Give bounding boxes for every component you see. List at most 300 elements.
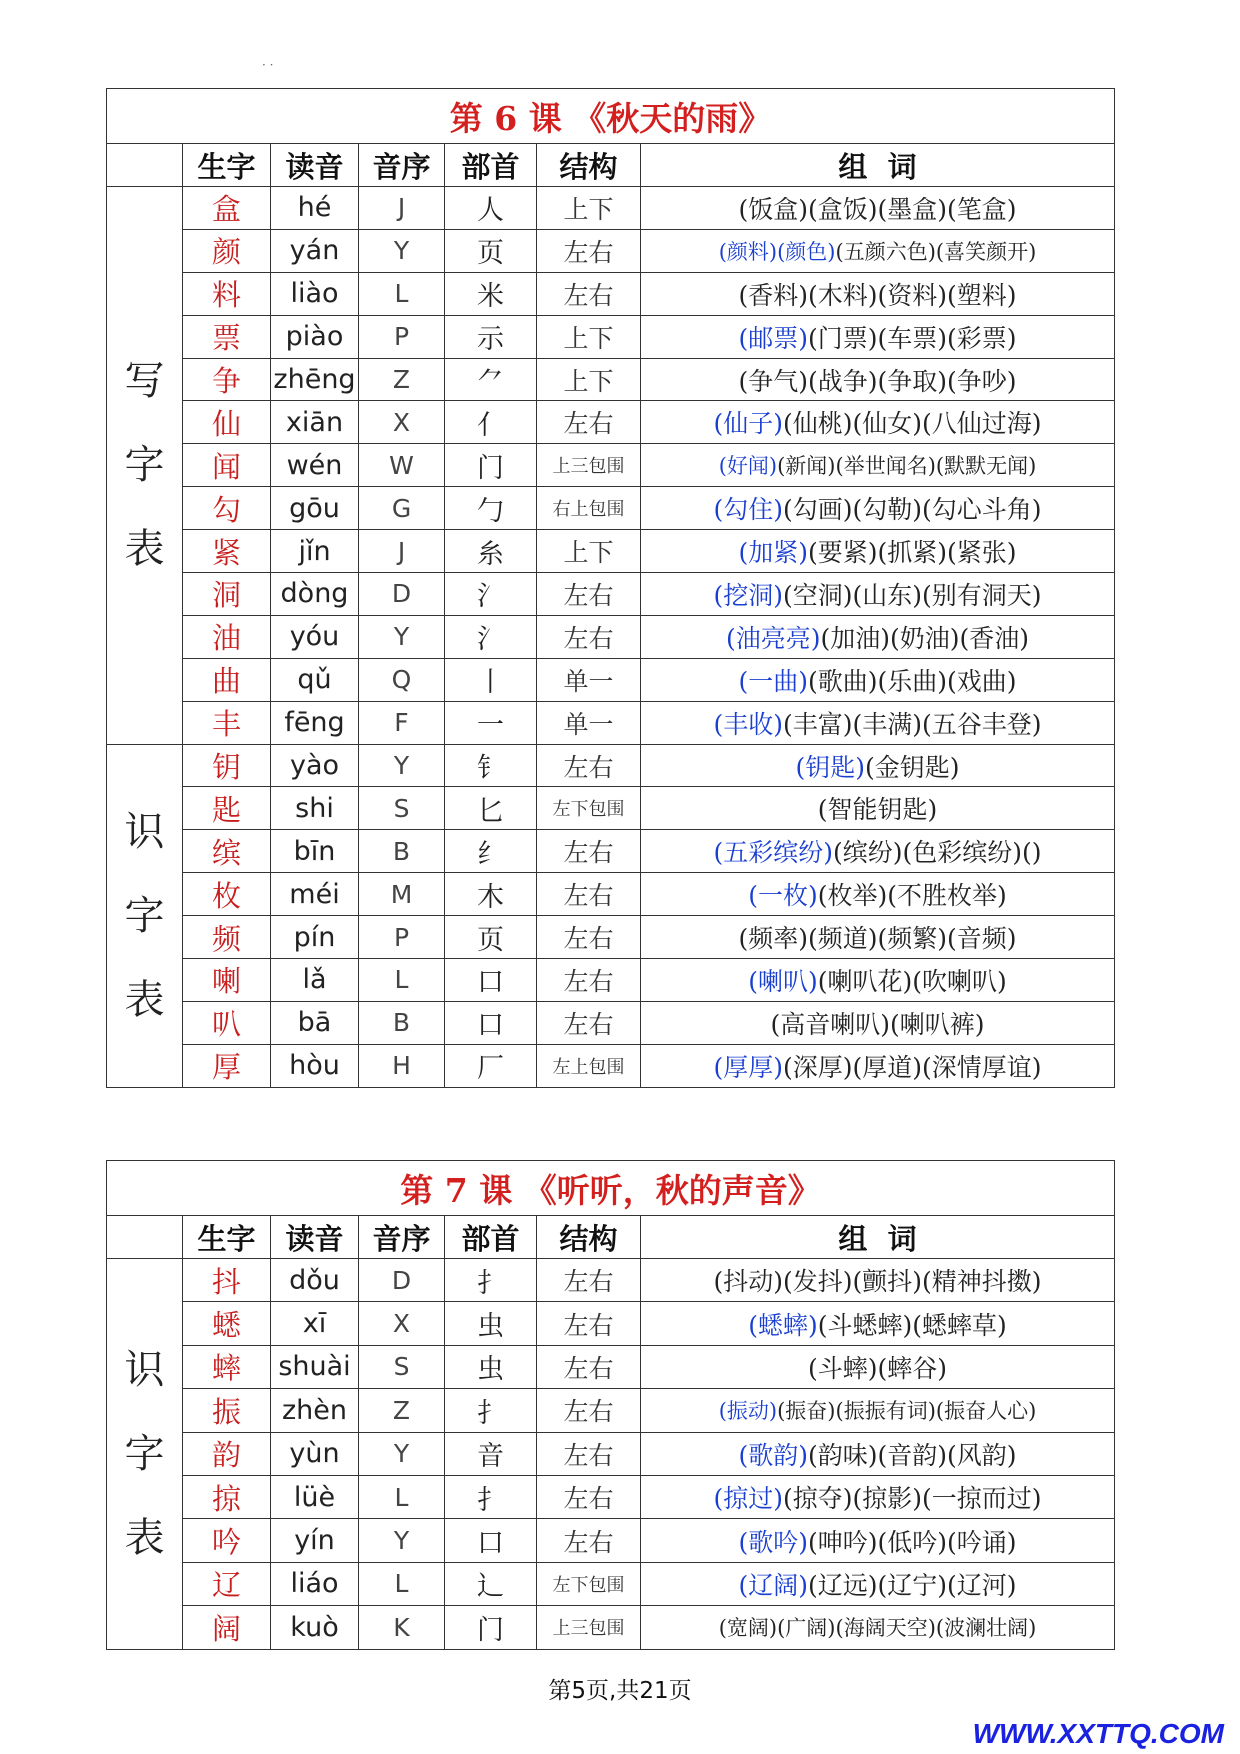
radical: 厂	[445, 1044, 537, 1087]
word-item: (奶油)	[890, 623, 960, 653]
header-pinyin: 读音	[271, 1216, 359, 1259]
pinyin: fēng	[271, 701, 359, 744]
structure: 左右	[537, 1259, 641, 1302]
word-item: (辽远)	[807, 1570, 878, 1600]
word-item: (勾画)	[782, 495, 853, 525]
word-item: (喜笑颜开)	[935, 239, 1037, 264]
word-list	[641, 229, 1115, 272]
word-item: (蟀谷)	[877, 1353, 948, 1383]
initial-letter: Y	[359, 1519, 445, 1562]
header-blank	[107, 144, 183, 187]
radical: 糸	[445, 530, 537, 573]
corner-mark: · ·	[262, 58, 274, 72]
word-item: (五谷丰登)	[922, 709, 1042, 739]
word-item: (丰收)	[713, 709, 783, 739]
word-list	[641, 401, 1115, 444]
table-row	[107, 272, 1115, 315]
new-character: 辽	[183, 1562, 271, 1605]
pinyin: dǒu	[271, 1259, 359, 1302]
header-words: 组 词	[641, 144, 1115, 187]
word-item: (仙桃)	[782, 409, 853, 439]
table-row	[107, 1389, 1115, 1432]
word-list	[641, 1562, 1115, 1605]
structure: 左右	[537, 229, 641, 272]
word-list	[641, 1606, 1115, 1649]
table-row	[107, 1562, 1115, 1605]
table-row	[107, 744, 1115, 787]
word-item: (要紧)	[807, 538, 878, 568]
word-item: (宽阔)	[718, 1616, 778, 1641]
word-list	[641, 487, 1115, 530]
radical: 虫	[445, 1302, 537, 1345]
pinyin: liáo	[271, 1562, 359, 1605]
word-item: (加紧)	[738, 538, 808, 568]
header-order: 音序	[359, 144, 445, 187]
word-list	[641, 701, 1115, 744]
radical: 虫	[445, 1345, 537, 1388]
word-item: (木料)	[807, 280, 878, 310]
new-character: 蟋	[183, 1302, 271, 1345]
pinyin: bā	[271, 1001, 359, 1044]
radical: 口	[445, 959, 537, 1002]
structure: 左右	[537, 1302, 641, 1345]
word-item: (争气)	[738, 366, 808, 396]
initial-letter: Z	[359, 1389, 445, 1432]
word-item: (墨盒)	[877, 194, 948, 224]
word-list	[641, 444, 1115, 487]
word-item: (空洞)	[782, 580, 853, 610]
word-item: (颜色)	[777, 239, 836, 264]
page-number: 第5页,共21页	[548, 1678, 692, 1704]
word-list	[641, 658, 1115, 701]
word-item: (丰满)	[852, 709, 923, 739]
initial-letter: S	[359, 787, 445, 830]
word-item: (色彩缤纷)	[902, 838, 1023, 868]
word-item: (发抖)	[782, 1267, 853, 1297]
table-row	[107, 401, 1115, 444]
initial-letter: Y	[359, 229, 445, 272]
table-row	[107, 959, 1115, 1002]
radical: 氵	[445, 573, 537, 616]
word-item: (喇叭)	[748, 966, 818, 996]
pinyin: méi	[271, 873, 359, 916]
pinyin: piào	[271, 315, 359, 358]
word-item: (广阔)	[777, 1616, 836, 1641]
new-character: 叭	[183, 1001, 271, 1044]
word-item: (掠影)	[852, 1484, 923, 1514]
radical: 钅	[445, 744, 537, 787]
new-character: 盒	[183, 187, 271, 230]
structure: 左下包围	[537, 1562, 641, 1605]
word-item: (勾勒)	[852, 495, 923, 525]
structure: 单一	[537, 658, 641, 701]
radical: 米	[445, 272, 537, 315]
radical: 页	[445, 229, 537, 272]
radical: 丨	[445, 658, 537, 701]
word-item: (振振有词)	[835, 1399, 936, 1424]
lesson-title: 第 6 课 《秋天的雨》	[107, 89, 1115, 144]
initial-letter: F	[359, 701, 445, 744]
new-character: 阔	[183, 1606, 271, 1649]
word-item: (频道)	[807, 924, 878, 954]
radical: 口	[445, 1001, 537, 1044]
initial-letter: M	[359, 873, 445, 916]
new-character: 枚	[183, 873, 271, 916]
structure: 左下包围	[537, 787, 641, 830]
table-row	[107, 444, 1115, 487]
word-item: (抓紧)	[877, 538, 948, 568]
table-row	[107, 1044, 1115, 1087]
pinyin: lǎ	[271, 959, 359, 1002]
table-row	[107, 1432, 1115, 1475]
word-list	[641, 272, 1115, 315]
table-row	[107, 1519, 1115, 1562]
table-row	[107, 487, 1115, 530]
word-item: (智能钥匙)	[817, 795, 938, 825]
header-radical: 部首	[445, 1216, 537, 1259]
word-item: (厚厚)	[713, 1052, 783, 1082]
new-character: 仙	[183, 401, 271, 444]
word-item: (金钥匙)	[865, 752, 960, 782]
pinyin: bīn	[271, 830, 359, 873]
pinyin: yóu	[271, 615, 359, 658]
initial-letter: D	[359, 573, 445, 616]
word-item: (风韵)	[947, 1440, 1017, 1470]
pinyin: qǔ	[271, 658, 359, 701]
new-character: 掠	[183, 1475, 271, 1518]
word-item: (车票)	[877, 323, 948, 353]
word-item: (仙子)	[713, 409, 783, 439]
radical: ⺈	[445, 358, 537, 401]
structure: 单一	[537, 701, 641, 744]
radical: 口	[445, 1519, 537, 1562]
word-item: (油亮亮)	[725, 623, 821, 653]
word-item: (彩票)	[947, 323, 1017, 353]
initial-letter: P	[359, 916, 445, 959]
radical: 氵	[445, 615, 537, 658]
structure: 上下	[537, 315, 641, 358]
header-order: 音序	[359, 1216, 445, 1259]
pinyin: gōu	[271, 487, 359, 530]
word-item: (挖洞)	[713, 580, 783, 610]
word-item: (加油)	[820, 623, 890, 653]
radical: 门	[445, 444, 537, 487]
new-character: 争	[183, 358, 271, 401]
word-item: (深情厚谊)	[922, 1052, 1042, 1082]
new-character: 曲	[183, 658, 271, 701]
header-pinyin: 读音	[271, 144, 359, 187]
radical: 辶	[445, 1562, 537, 1605]
new-character: 频	[183, 916, 271, 959]
word-item: (深厚)	[782, 1052, 853, 1082]
structure: 左右	[537, 272, 641, 315]
pinyin: hé	[271, 187, 359, 230]
word-item: (资料)	[877, 280, 948, 310]
initial-letter: X	[359, 401, 445, 444]
word-item: (钥匙)	[795, 752, 865, 782]
structure: 左右	[537, 1519, 641, 1562]
structure: 左右	[537, 1001, 641, 1044]
structure: 左右	[537, 916, 641, 959]
word-item: (塑料)	[947, 280, 1017, 310]
word-item: (紧张)	[947, 538, 1017, 568]
word-item: (音韵)	[877, 1440, 948, 1470]
table-row	[107, 1475, 1115, 1518]
initial-letter: H	[359, 1044, 445, 1087]
word-item: (新闻)	[777, 454, 836, 479]
initial-letter: J	[359, 187, 445, 230]
radical: 示	[445, 315, 537, 358]
word-item: (仙女)	[852, 409, 923, 439]
table-row	[107, 1606, 1115, 1649]
structure: 左右	[537, 873, 641, 916]
word-item: (海阔天空)	[835, 1616, 936, 1641]
header-radical: 部首	[445, 144, 537, 187]
word-item: (盒饭)	[807, 194, 878, 224]
word-list	[641, 1475, 1115, 1518]
table-row	[107, 658, 1115, 701]
word-list	[641, 358, 1115, 401]
structure: 左右	[537, 615, 641, 658]
table-row	[107, 358, 1115, 401]
header-structure: 结构	[537, 1216, 641, 1259]
structure: 上三包围	[537, 1606, 641, 1649]
word-list	[641, 916, 1115, 959]
structure: 左右	[537, 401, 641, 444]
radical: 扌	[445, 1389, 537, 1432]
word-item: (香油)	[959, 623, 1030, 653]
new-character: 缤	[183, 830, 271, 873]
new-character: 勾	[183, 487, 271, 530]
word-item: (吹喇叭)	[912, 966, 1007, 996]
word-list	[641, 787, 1115, 830]
word-item: (歌吟)	[738, 1527, 808, 1557]
pinyin: shuài	[271, 1345, 359, 1388]
word-item: (八仙过海)	[922, 409, 1042, 439]
structure: 上下	[537, 358, 641, 401]
structure: 左右	[537, 1475, 641, 1518]
new-character: 颜	[183, 229, 271, 272]
header-char: 生字	[183, 1216, 271, 1259]
header-words: 组 词	[641, 1216, 1115, 1259]
radical: 匕	[445, 787, 537, 830]
table-row	[107, 315, 1115, 358]
word-item: (振奋)	[777, 1399, 836, 1424]
new-character: 振	[183, 1389, 271, 1432]
initial-letter: L	[359, 272, 445, 315]
word-item: (喇叭裤)	[890, 1009, 985, 1039]
word-item: (斗蟀)	[807, 1353, 878, 1383]
word-item: (门票)	[807, 323, 878, 353]
word-item: (战争)	[807, 366, 878, 396]
word-item: (好闻)	[718, 454, 778, 479]
vocab-table-lesson-7	[106, 1160, 1115, 1650]
word-list	[641, 744, 1115, 787]
word-item: (乐曲)	[877, 666, 948, 696]
radical: 页	[445, 916, 537, 959]
radical: 一	[445, 701, 537, 744]
word-item: (频率)	[738, 924, 808, 954]
word-list	[641, 573, 1115, 616]
table-row	[107, 701, 1115, 744]
word-item: (笔盒)	[947, 194, 1017, 224]
initial-letter: G	[359, 487, 445, 530]
word-list	[641, 1044, 1115, 1087]
word-item: (掠过)	[713, 1484, 783, 1514]
initial-letter: P	[359, 315, 445, 358]
word-item: (辽河)	[947, 1570, 1017, 1600]
watermark: WWW.XXTTQ.COM	[972, 1718, 1224, 1749]
initial-letter: L	[359, 959, 445, 1002]
lesson-7-table	[106, 1160, 1114, 1650]
word-list	[641, 187, 1115, 230]
initial-letter: L	[359, 1562, 445, 1605]
pinyin: liào	[271, 272, 359, 315]
table-row	[107, 229, 1115, 272]
radical: 木	[445, 873, 537, 916]
table-row	[107, 1302, 1115, 1345]
initial-letter: Y	[359, 615, 445, 658]
new-character: 洞	[183, 573, 271, 616]
table-row	[107, 1001, 1115, 1044]
initial-letter: Y	[359, 1432, 445, 1475]
word-item: (抖动)	[713, 1267, 783, 1297]
lesson-6-table	[106, 88, 1114, 1088]
table-row	[107, 787, 1115, 830]
initial-letter: K	[359, 1606, 445, 1649]
word-item: (默默无闻)	[935, 454, 1037, 479]
structure: 上三包围	[537, 444, 641, 487]
pinyin: zhēng	[271, 358, 359, 401]
word-item: (颤抖)	[852, 1267, 923, 1297]
structure: 左右	[537, 1345, 641, 1388]
word-list	[641, 1302, 1115, 1345]
word-item: (频繁)	[877, 924, 948, 954]
word-list	[641, 1389, 1115, 1432]
group-label: 写字表	[107, 187, 183, 745]
word-item: (精神抖擞)	[922, 1267, 1042, 1297]
lesson-6-body	[107, 187, 1115, 1088]
word-item: (颜料)	[718, 239, 778, 264]
structure: 左右	[537, 1389, 641, 1432]
table-row	[107, 916, 1115, 959]
word-item: (歌曲)	[807, 666, 878, 696]
structure: 左上包围	[537, 1044, 641, 1087]
word-item: ()	[1022, 838, 1042, 868]
initial-letter: D	[359, 1259, 445, 1302]
table-row	[107, 873, 1115, 916]
pinyin: wén	[271, 444, 359, 487]
word-item: (一曲)	[738, 666, 808, 696]
word-list	[641, 873, 1115, 916]
word-item: (一掠而过)	[922, 1484, 1042, 1514]
word-item: (蟋蟀草)	[912, 1310, 1007, 1340]
word-item: (勾心斗角)	[922, 495, 1042, 525]
initial-letter: Z	[359, 358, 445, 401]
pinyin: lüè	[271, 1475, 359, 1518]
word-item: (音频)	[947, 924, 1017, 954]
word-item: (山东)	[852, 580, 923, 610]
radical: 人	[445, 187, 537, 230]
table-row	[107, 530, 1115, 573]
word-item: (邮票)	[738, 323, 808, 353]
word-item: (辽阔)	[738, 1570, 808, 1600]
new-character: 蟀	[183, 1345, 271, 1388]
word-item: (吟诵)	[947, 1527, 1017, 1557]
word-item: (缤纷)	[832, 838, 903, 868]
initial-letter: J	[359, 530, 445, 573]
initial-letter: S	[359, 1345, 445, 1388]
word-list	[641, 1432, 1115, 1475]
structure: 左右	[537, 830, 641, 873]
initial-letter: Y	[359, 744, 445, 787]
word-list	[641, 1001, 1115, 1044]
table-row	[107, 830, 1115, 873]
lesson-title: 第 7 课 《听听，秋的声音》	[107, 1161, 1115, 1216]
new-character: 钥	[183, 744, 271, 787]
header-char: 生字	[183, 144, 271, 187]
new-character: 厚	[183, 1044, 271, 1087]
table-row	[107, 187, 1115, 230]
word-list	[641, 1259, 1115, 1302]
new-character: 油	[183, 615, 271, 658]
new-character: 匙	[183, 787, 271, 830]
new-character: 料	[183, 272, 271, 315]
pinyin: hòu	[271, 1044, 359, 1087]
structure: 左右	[537, 1432, 641, 1475]
initial-letter: X	[359, 1302, 445, 1345]
lesson-7-body	[107, 1259, 1115, 1650]
word-item: (香料)	[738, 280, 808, 310]
word-item: (蟋蟀)	[748, 1310, 818, 1340]
word-list	[641, 1345, 1115, 1388]
pinyin: zhèn	[271, 1389, 359, 1432]
word-item: (戏曲)	[947, 666, 1017, 696]
radical: 亻	[445, 401, 537, 444]
pinyin: dòng	[271, 573, 359, 616]
word-list	[641, 615, 1115, 658]
table-row	[107, 615, 1115, 658]
pinyin: xiān	[271, 401, 359, 444]
word-item: (别有洞天)	[922, 580, 1042, 610]
pinyin: pín	[271, 916, 359, 959]
pinyin: jǐn	[271, 530, 359, 573]
word-item: (振动)	[718, 1399, 778, 1424]
radical: 纟	[445, 830, 537, 873]
new-character: 吟	[183, 1519, 271, 1562]
word-list	[641, 315, 1115, 358]
word-item: (举世闻名)	[835, 454, 936, 479]
structure: 左右	[537, 573, 641, 616]
structure: 上下	[537, 530, 641, 573]
radical: 扌	[445, 1475, 537, 1518]
structure: 左右	[537, 744, 641, 787]
pinyin: yán	[271, 229, 359, 272]
initial-letter: B	[359, 830, 445, 873]
word-item: (波澜壮阔)	[935, 1616, 1037, 1641]
word-item: (不胜枚举)	[887, 881, 1007, 911]
word-item: (喇叭花)	[817, 966, 913, 996]
word-item: (枚举)	[817, 881, 888, 911]
header-blank	[107, 1216, 183, 1259]
radical: 音	[445, 1432, 537, 1475]
new-character: 闻	[183, 444, 271, 487]
initial-letter: Q	[359, 658, 445, 701]
radical: 勹	[445, 487, 537, 530]
new-character: 喇	[183, 959, 271, 1002]
word-list	[641, 1519, 1115, 1562]
pinyin: yùn	[271, 1432, 359, 1475]
